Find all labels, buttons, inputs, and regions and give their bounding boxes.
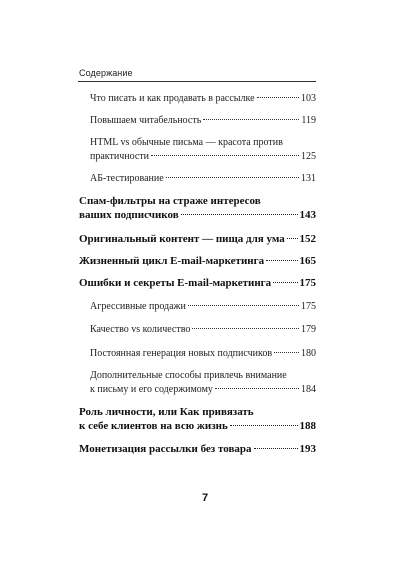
- toc-entry-title: Постоянная генерация новых подписчиков: [90, 348, 273, 359]
- toc-entry-page: 188: [299, 420, 316, 432]
- toc-leader-dots: [254, 448, 298, 449]
- toc-entry-title: Роль личности, или Как привязать: [79, 406, 254, 418]
- toc-entry-chapter: [79, 194, 316, 222]
- toc-leader-dots: [166, 177, 299, 178]
- toc-entry-page: 180: [301, 348, 316, 359]
- toc-leader-dots: [203, 119, 299, 120]
- toc-entry-title-cont: ваших подписчиков: [79, 209, 179, 221]
- toc-entry-sub: [90, 136, 316, 163]
- toc-leader-dots: [230, 425, 298, 426]
- running-head: Содержание: [79, 68, 133, 78]
- toc-entry-page: 184: [301, 384, 316, 395]
- toc-entry-title-cont: к письму и его содержимому: [90, 384, 213, 395]
- toc-entry-page: 125: [301, 151, 316, 162]
- toc-leader-dots: [257, 97, 299, 98]
- toc-entry-title: Агрессивные продажи: [90, 301, 186, 312]
- footer-page-number: 7: [201, 492, 209, 504]
- toc-entry-title: Спам-фильтры на страже интересов: [79, 195, 261, 207]
- toc-entry-page: 143: [299, 209, 316, 221]
- toc-entry-chapter: [79, 442, 316, 456]
- toc-leader-dots: [188, 305, 299, 306]
- toc-entry-title: Жизненный цикл E-mail-маркетинга: [79, 255, 265, 267]
- toc-entry-title: Что писать и как продавать в рассылке: [90, 93, 255, 104]
- toc-leader-dots: [273, 282, 297, 283]
- toc-entry-title: Ошибки и секреты E-mail-маркетинга: [79, 277, 272, 289]
- toc-entry-chapter: [79, 232, 316, 246]
- toc-leader-dots: [274, 352, 299, 353]
- toc-entry-page: 193: [299, 443, 316, 455]
- toc-entry-title: Повышаем читабельность: [90, 115, 202, 126]
- toc-leader-dots: [215, 388, 299, 389]
- toc-entry-page: 165: [299, 255, 316, 267]
- toc-leader-dots: [151, 155, 299, 156]
- toc-entry-page: 103: [301, 93, 316, 104]
- toc-entry-page: 179: [301, 324, 316, 335]
- toc-entry-title: Дополнительные способы привлечь внимание: [90, 370, 287, 381]
- toc-entry-page: 175: [301, 301, 316, 312]
- toc-entry-title: Оригинальный контент — пища для ума: [79, 233, 285, 245]
- toc-leader-dots: [266, 260, 297, 261]
- toc-entry-title-cont: к себе клиентов на всю жизнь: [79, 420, 228, 432]
- toc-entry-sub: [90, 172, 316, 185]
- toc-entry-sub: [90, 92, 316, 105]
- toc-entry-sub: [90, 300, 316, 313]
- toc-entry-sub: [90, 323, 316, 336]
- toc-entry-title: HTML vs обычные письма — красота против: [90, 137, 283, 148]
- toc-entry-sub: [90, 369, 316, 396]
- toc-leader-dots: [287, 238, 298, 239]
- toc-entry-page: 131: [301, 173, 316, 184]
- toc-entry-page: 119: [301, 115, 316, 126]
- toc-entry-sub: [90, 114, 316, 127]
- toc-entry-title-cont: практичности: [90, 151, 150, 162]
- toc-leader-dots: [181, 214, 298, 215]
- toc-entry-chapter: [79, 276, 316, 290]
- toc-entry-page: 175: [299, 277, 316, 289]
- toc-entry-title: Монетизация рассылки без товара: [79, 443, 252, 455]
- toc-entry-title: АБ-тестирование: [90, 173, 164, 184]
- toc-entry-sub: [90, 347, 316, 360]
- toc-entry-page: 152: [299, 233, 316, 245]
- toc-entry-chapter: [79, 254, 316, 268]
- toc-entry-chapter: [79, 405, 316, 433]
- toc-leader-dots: [192, 328, 299, 329]
- toc-entry-title: Качество vs количество: [90, 324, 191, 335]
